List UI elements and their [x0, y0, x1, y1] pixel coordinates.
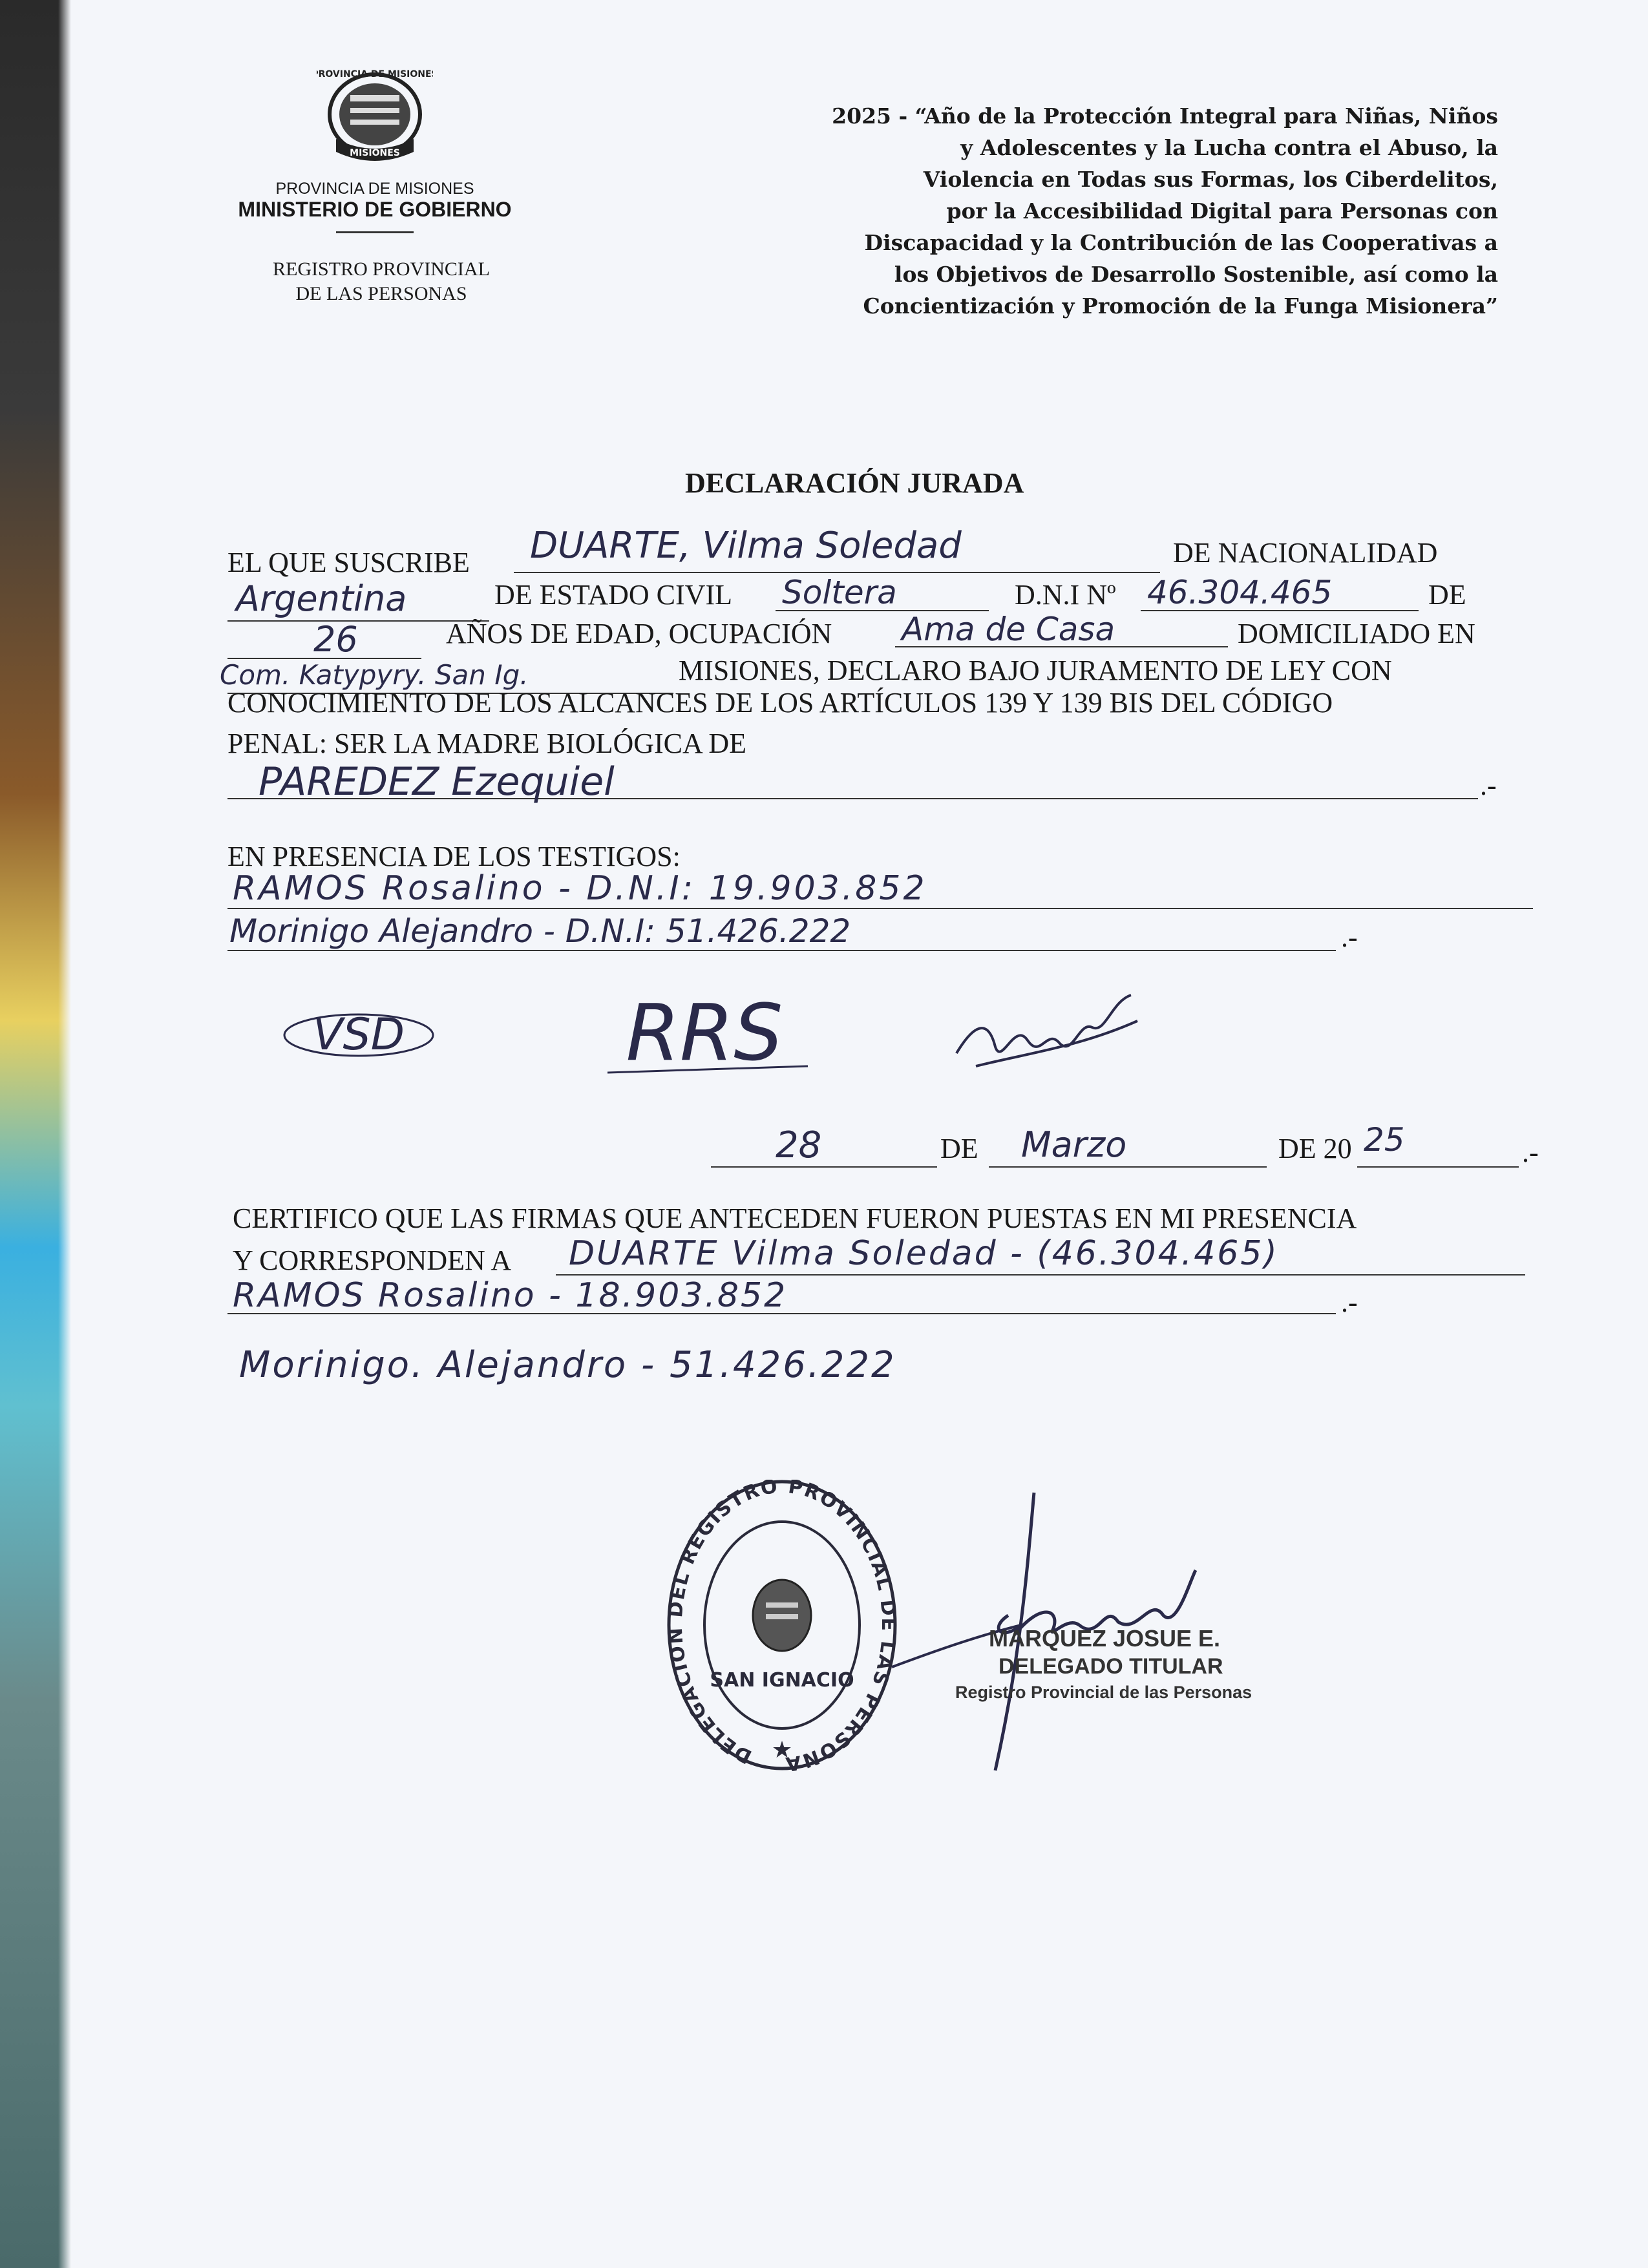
label-date-year: DE 20	[1278, 1133, 1352, 1164]
field-month: Marzo	[1021, 1124, 1127, 1165]
signature-declarant	[278, 995, 439, 1073]
registry-line2: DE LAS PERSONAS	[295, 283, 467, 304]
field-day-line	[711, 1166, 937, 1168]
field-domicilio: Com. Katypyry. San Ig.	[220, 659, 529, 691]
ministry-divider	[336, 231, 414, 233]
label-suscribe: EL QUE SUSCRIBE	[227, 547, 470, 578]
field-nacionalidad: Argentina	[236, 578, 407, 619]
end-mark: .-	[1480, 770, 1497, 801]
motto-line: Violencia en Todas sus Formas, los Ciberdelitos,	[923, 167, 1498, 192]
crest-banner: MISIONES	[350, 148, 400, 158]
label-de: DE	[1428, 579, 1466, 611]
motto-line: los Objetivos de Desarrollo Sostenible, así como la	[894, 262, 1498, 287]
signature-witness2	[950, 982, 1144, 1079]
field-name-line	[514, 572, 1160, 573]
signature-witness1	[595, 976, 821, 1079]
field-edad: 26	[313, 619, 358, 660]
label-domicilio: DOMICILIADO EN	[1238, 618, 1475, 649]
ministry-label: MINISTERIO DE GOBIERNO	[238, 198, 512, 221]
signature-witness1-text: RRS	[626, 989, 783, 1078]
line-penal: PENAL: SER LA MADRE BIOLÓGICA DE	[227, 728, 747, 759]
end-mark: .-	[1341, 921, 1358, 953]
field-testigo1: RAMOS Rosalino - D.N.I: 19.903.852	[233, 869, 927, 908]
stamp-ring-text: DELEGACION DEL REGISTRO PROVINCIAL DE LAS PERSONA	[666, 1480, 898, 1776]
label-date-de: DE	[940, 1133, 978, 1164]
crest-text: PROVINCIA DE MISIONES	[317, 69, 433, 79]
label-nacionalidad: DE NACIONALIDAD	[1173, 537, 1438, 569]
field-estado-civil: Soltera	[782, 574, 897, 611]
official-name: MARQUEZ JOSUE E.	[989, 1625, 1221, 1652]
motto-line: y Adolescentes y la Lucha contra el Abuso, la	[960, 135, 1498, 160]
field-cert1-line	[556, 1274, 1525, 1276]
line-certifico: CERTIFICO QUE LAS FIRMAS QUE ANTECEDEN FUERON PUESTAS EN MI PRESENCIA	[233, 1202, 1357, 1234]
scan-edge	[0, 0, 71, 2268]
year-motto	[832, 100, 1498, 322]
field-testigo1-line	[227, 908, 1533, 909]
label-corresponden: Y CORRESPONDEN A	[233, 1244, 512, 1276]
end-mark: .-	[1522, 1137, 1539, 1168]
motto-line: Discapacidad y la Contribución de las Cooperativas a	[864, 230, 1498, 255]
motto-line: 2025 - “Año de la Protección Integral para Niñas, Niños	[832, 103, 1498, 129]
label-misiones: MISIONES, DECLARO BAJO JURAMENTO DE LEY CON	[679, 655, 1392, 686]
end-mark: .-	[1341, 1286, 1358, 1318]
field-month-line	[989, 1166, 1267, 1168]
official-office: Registro Provincial de las Personas	[955, 1683, 1252, 1702]
line-conocimiento: CONOCIMIENTO DE LOS ALCANCES DE LOS ARTÍCULOS 139 Y 139 BIS DEL CÓDIGO	[227, 687, 1333, 719]
field-hijo: PAREDEZ Ezequiel	[259, 759, 615, 804]
field-name: DUARTE, Vilma Soledad	[530, 525, 962, 567]
field-dni: 46.304.465	[1147, 574, 1333, 611]
stamp-star: ★	[771, 1737, 793, 1763]
label-testigos: EN PRESENCIA DE LOS TESTIGOS:	[227, 841, 681, 872]
official-role: DELEGADO TITULAR	[998, 1654, 1223, 1679]
field-testigo2: Morinigo Alejandro - D.N.I: 51.426.222	[229, 912, 851, 950]
label-edad: AÑOS DE EDAD, OCUPACIÓN	[446, 618, 832, 649]
field-ocupacion: Ama de Casa	[902, 611, 1115, 648]
province-label: PROVINCIA DE MISIONES	[275, 180, 474, 198]
label-estado-civil: DE ESTADO CIVIL	[494, 579, 732, 611]
official-stamp	[666, 1480, 898, 1777]
field-cert2: RAMOS Rosalino - 18.903.852	[233, 1276, 788, 1315]
signature-declarant-text: VSD	[312, 1009, 405, 1060]
document-title: DECLARACIÓN JURADA	[685, 467, 1024, 499]
field-year: 25	[1364, 1121, 1405, 1159]
field-year-line	[1357, 1166, 1519, 1168]
field-day: 28	[776, 1124, 822, 1166]
registry-line1: REGISTRO PROVINCIAL	[273, 258, 490, 280]
field-cert3: Morinigo. Alejandro - 51.426.222	[239, 1344, 896, 1386]
motto-line: por la Accesibilidad Digital para Personas con	[946, 198, 1498, 224]
field-cert1: DUARTE Vilma Soledad - (46.304.465)	[569, 1234, 1279, 1273]
label-dni: D.N.I Nº	[1015, 579, 1116, 611]
field-testigo2-line	[227, 950, 1336, 951]
motto-line: Concientización y Promoción de la Funga Misionera”	[863, 293, 1498, 319]
stamp-inner-text: SAN IGNACIO	[710, 1669, 854, 1692]
crest-logo	[317, 61, 433, 171]
